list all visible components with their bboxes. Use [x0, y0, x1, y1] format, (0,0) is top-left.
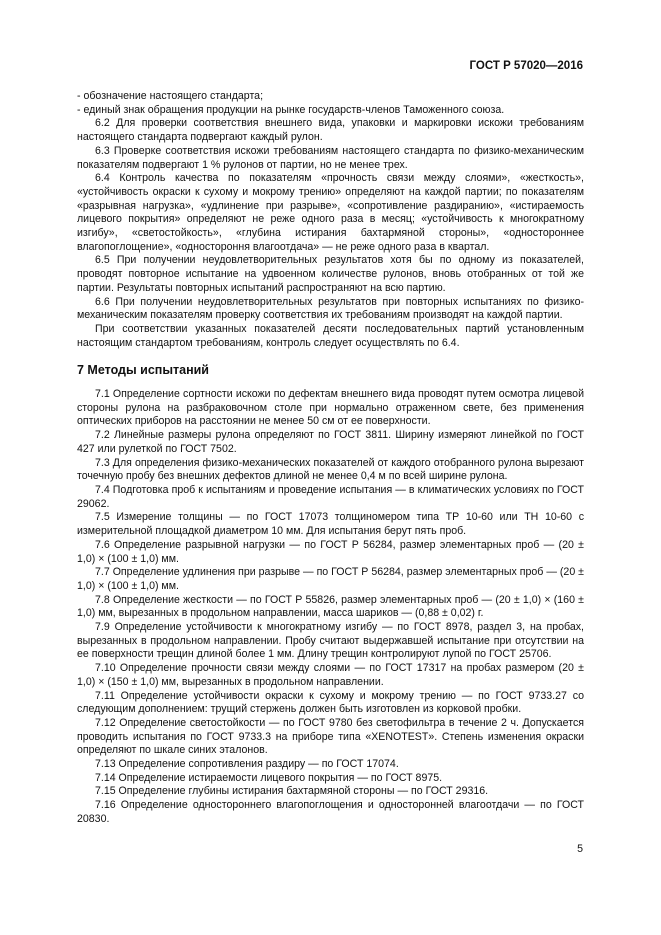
paragraph-7-4: 7.4 Подготовка проб к испытаниям и проведение испытания — в климатических условиях по ГОСТ 29062.: [77, 483, 584, 510]
paragraph-7-7: 7.7 Определение удлинения при разрыве — по ГОСТ Р 56284, размер элементарных проб — (20 ± 1,0) × (100 ± 1,0) мм.: [77, 566, 584, 592]
paragraph-7-9: 7.9 Определение устойчивости к многократному изгибу — по ГОСТ 8978, раздел 3, на пробах, вырезанных в продольном направлении. Пробу считают выдержавшей испытание при отсутствии на ее поверхности трещин длиной более 1 мм. Длину трещин контролируют лупой по ГОСТ 25706.: [77, 621, 584, 661]
paragraph-7-10: 7.10 Определение прочности связи между слоями — по ГОСТ 17317 на пробах размером (20 ± 1,0) × (150 ± 1,0) мм, вырезанных в продольном направлении.: [77, 662, 584, 688]
paragraph-7-6: 7.6 Определение разрывной нагрузки — по ГОСТ Р 56284, размер элементарных проб — (20 ± 1,0) × (100 ± 1,0) мм.: [77, 538, 584, 565]
paragraph-7-14: 7.14 Определение истираемости лицевого покрытия — по ГОСТ 8975.: [95, 771, 443, 784]
paragraph-7-11: 7.11 Определение устойчивости окраски к сухому и мокрому трению — по ГОСТ 9733.27 со следующим дополнением: трущий стержень должен быть изготовлен из корковой пробки.: [77, 689, 584, 716]
paragraph-6-6-note: При соответствии указанных показателей десяти последовательных партий установленным настоящим стандартом требованиям, контроль следует осуществлять по 6.4.: [77, 322, 584, 349]
paragraph-7-3: 7.3 Для определения физико-механических показателей от каждого отобранного рулона вырезают точечную пробу без внешних дефектов длиной не менее 0,4 м по всей ширине рулона.: [77, 456, 584, 483]
paragraph-6-2: 6.2 Для проверки соответствия внешнего вида, упаковки и маркировки искожи требованиям настоящего стандарта подвергают каждый рулон.: [77, 117, 584, 144]
paragraph-7-8: 7.8 Определение жесткости — по ГОСТ Р 55826, размер элементарных проб — (20 ± 1,0) × (160 ± 1,0) мм, вырезанных в продольном направлении, масса шариков — (0,88 ± 0,02) г.: [77, 593, 584, 620]
paragraph: - обозначение настоящего стандарта;: [77, 90, 264, 102]
paragraph-6-4: 6.4 Контроль качества по показателям «прочность связи между слоями», «жесткость», «устойчивость окраски к сухому и мокрому трению» определяют на каждой партии; по показателям «разрывная нагрузка», «удлинение при разрыве», «сопротивление раздиранию», «истираемость лицевого покрытия» определяют не реже одного раза в месяц; «устойчивость к многократному изгибу», «светостойкость», «глубина истирания бахтармяной стороны», «одностороннее влагопоглощение», «одностороння влагоотдача» — не реже одного раза в квартал.: [77, 172, 584, 253]
paragraph: - единый знак обращения продукции на рынке государств-членов Таможенного союза.: [77, 103, 505, 116]
page-number: 5: [577, 843, 583, 855]
paragraph-6-5: 6.5 При получении неудовлетворительных результатов хотя бы по одному из показателей, проводят повторное испытание на удвоенном количестве рулонов, вновь отобранных от той же партии. Результаты повторных испытаний распространяют на всю партию.: [77, 254, 584, 294]
paragraph-7-13: 7.13 Определение сопротивления раздиру — по ГОСТ 17074.: [95, 758, 399, 771]
paragraph-7-15: 7.15 Определение глубины истирания бахтармяной стороны — по ГОСТ 29316.: [95, 785, 489, 798]
paragraph-7-16: 7.16 Определение одностороннего влагопоглощения и односторонней влагоотдачи — по ГОСТ 20830.: [77, 799, 584, 825]
paragraph-6-6: 6.6 При получении неудовлетворительных результатов при повторных испытаниях по физико-механическим показателям проверку соответствия их требованиям производят на каждой партии.: [77, 295, 584, 322]
section-heading: 7 Методы испытаний: [77, 363, 209, 378]
document-header: ГОСТ Р 57020—2016: [469, 60, 583, 72]
paragraph-6-3: 6.3 Проверке соответствия искожи требованиям настоящего стандарта по физико-механическим показателям подвергают 1 % рулонов от партии, но не менее трех.: [77, 144, 584, 171]
paragraph-7-12: 7.12 Определение светостойкости — по ГОСТ 9780 без светофильтра в течение 2 ч. Допускается проводить испытания по ГОСТ 9733.3 на приборе типа «XENOTEST». Степень изменения окраски определяют по шкале синих эталонов.: [77, 716, 584, 757]
paragraph-7-1: 7.1 Определение сортности искожи по дефектам внешнего вида проводят путем осмотра лицевой стороны рулона на разбраковочном столе при нормально отраженном свете, без применения оптических приборов на расстоянии не менее 50 см от ее поверхности.: [77, 388, 584, 428]
paragraph-7-2: 7.2 Линейные размеры рулона определяют по ГОСТ 3811. Ширину измеряют линейкой по ГОСТ 427 или рулеткой по ГОСТ 7502.: [77, 429, 584, 455]
document-body: [77, 90, 584, 827]
paragraph-7-5: 7.5 Измерение толщины — по ГОСТ 17073 толщиномером типа ТР 10-60 или ТН 10-60 с измерительной площадкой диаметром 10 мм. Для испытания берут пять проб.: [77, 511, 584, 538]
